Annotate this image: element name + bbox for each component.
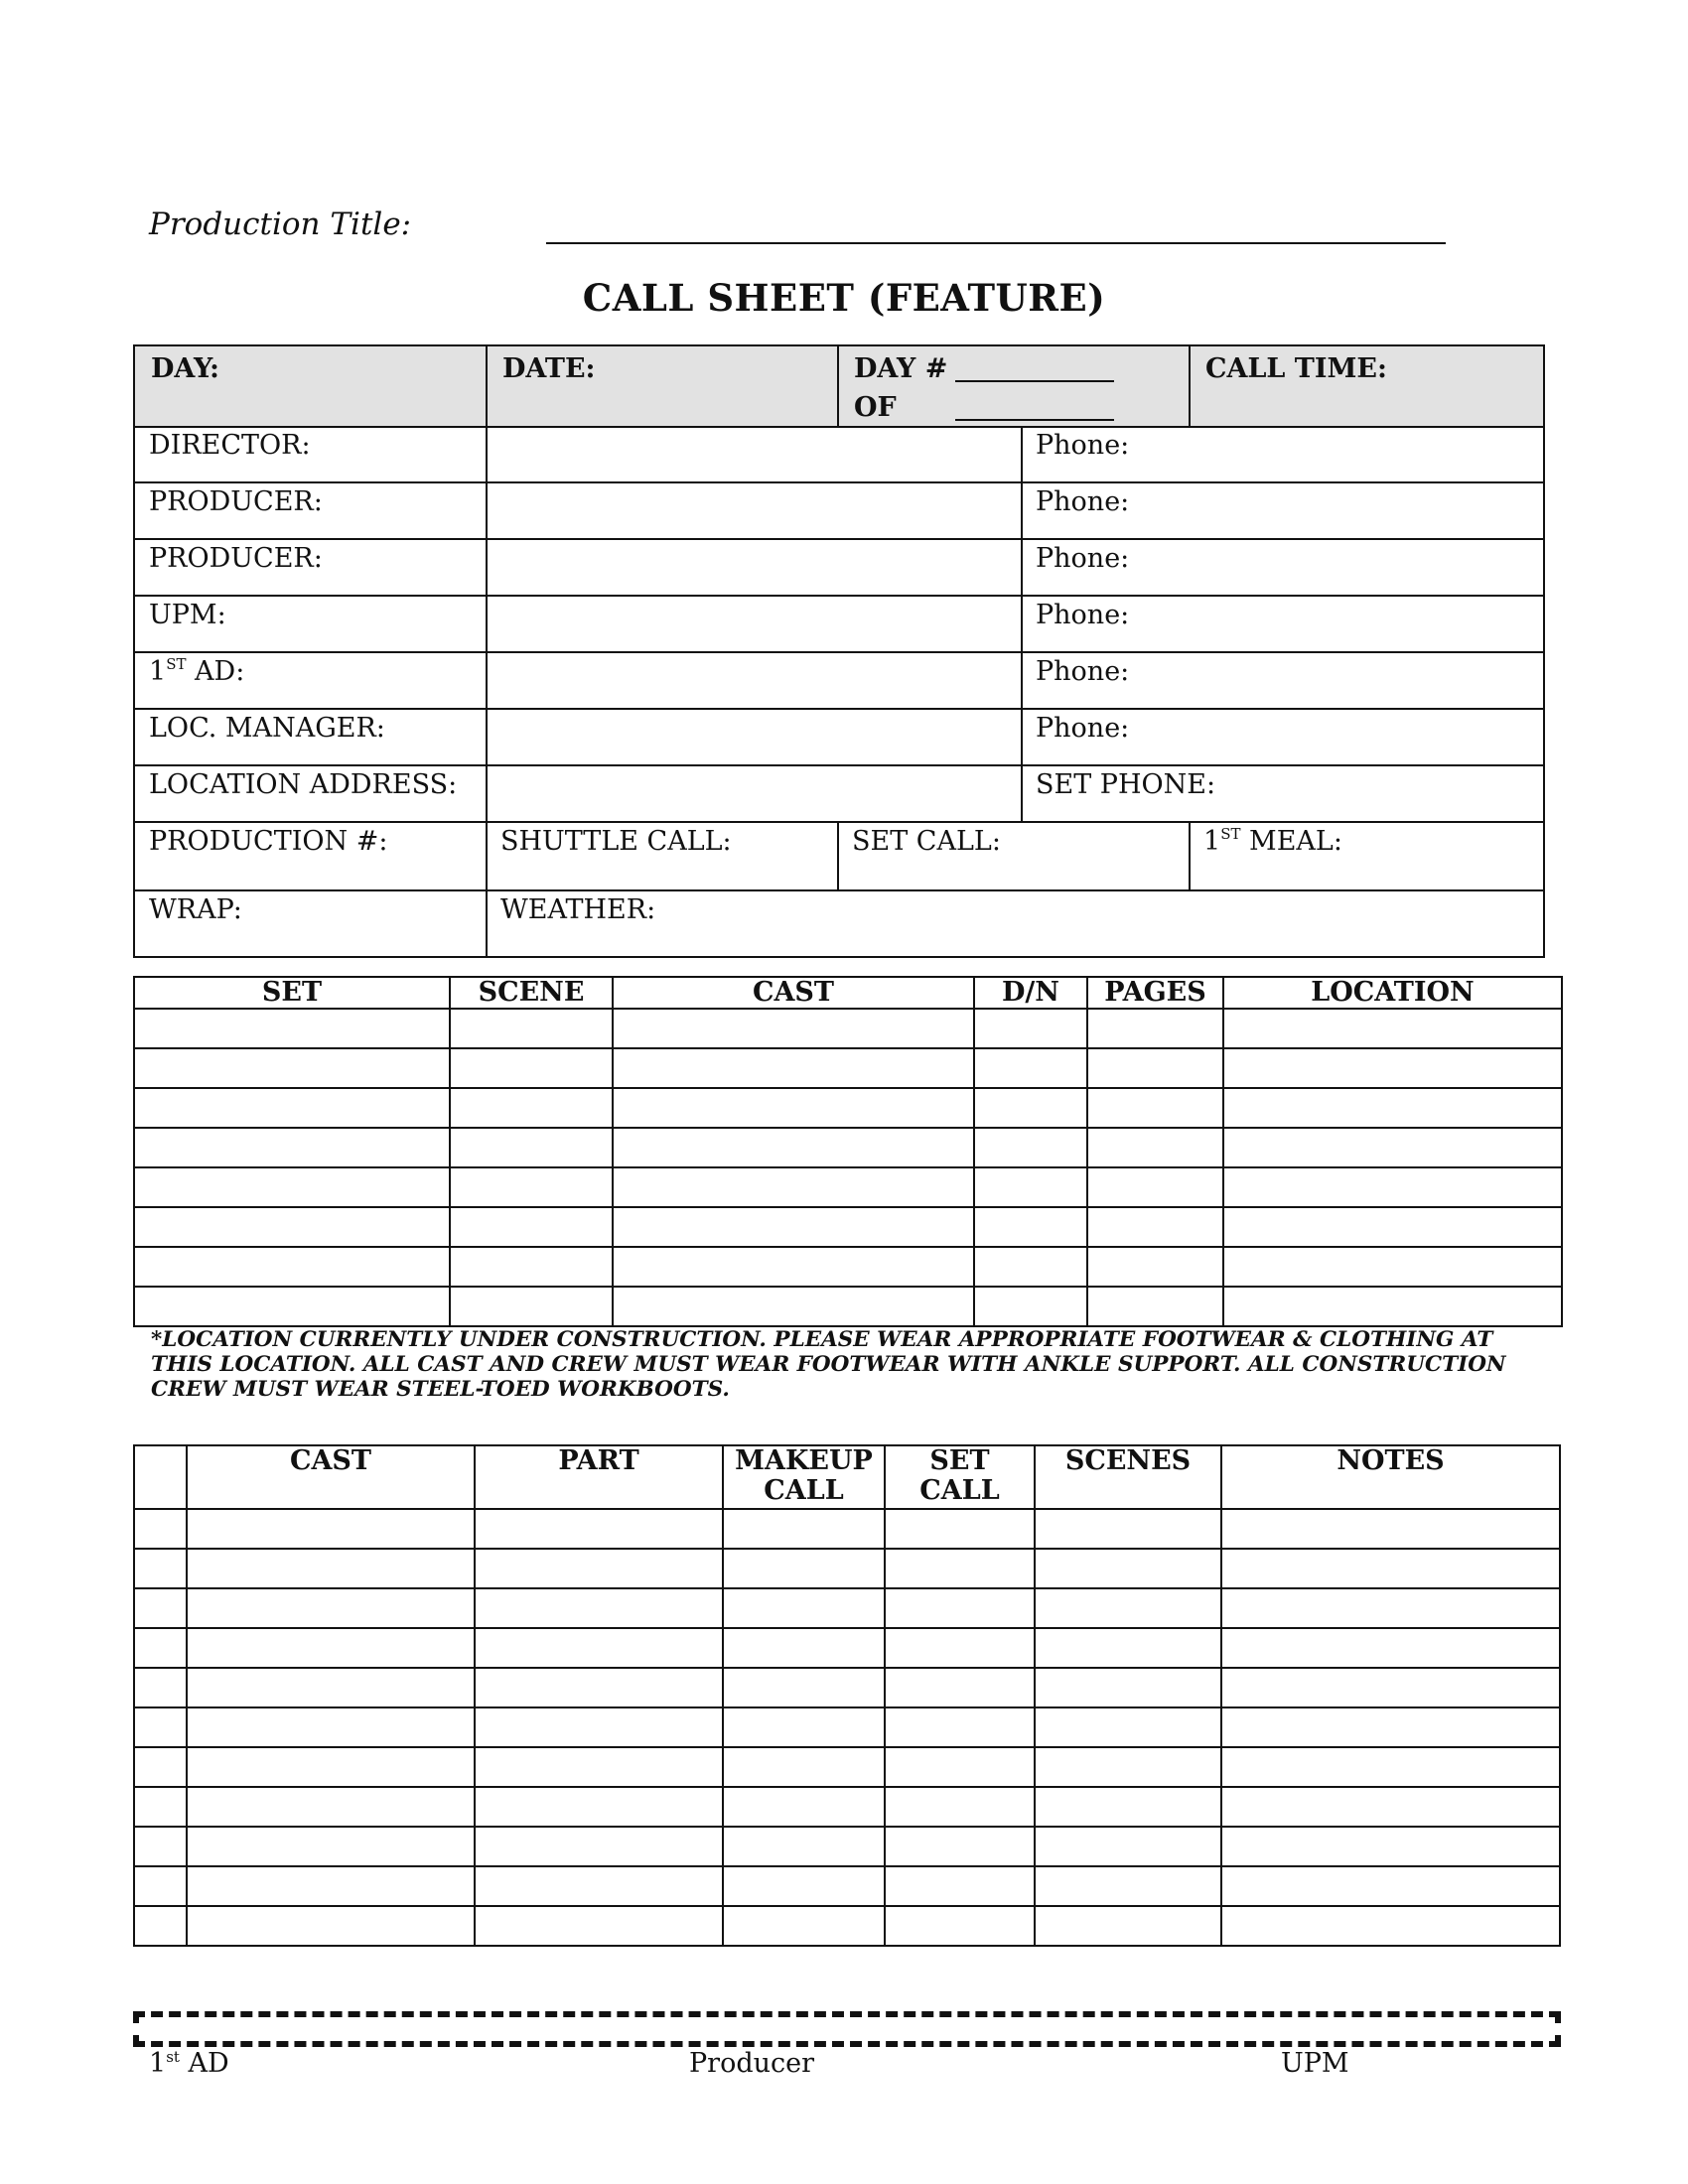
table-cell[interactable] xyxy=(187,1707,475,1747)
table-cell[interactable] xyxy=(1035,1747,1221,1787)
table-cell[interactable] xyxy=(723,1707,885,1747)
table-cell[interactable] xyxy=(450,1128,613,1167)
table-cell[interactable] xyxy=(974,1167,1087,1207)
director-label: DIRECTOR: xyxy=(149,430,311,461)
table-cell[interactable] xyxy=(187,1628,475,1668)
first-ad-label: 1ST AD: xyxy=(149,655,245,687)
cast-row xyxy=(134,1628,1560,1668)
table-cell[interactable] xyxy=(885,1628,1035,1668)
table-cell[interactable] xyxy=(187,1866,475,1906)
table-cell[interactable] xyxy=(134,1668,187,1707)
table-cell[interactable] xyxy=(134,1128,450,1167)
col-set: SET xyxy=(134,977,450,1009)
table-cell[interactable] xyxy=(974,1009,1087,1048)
table-cell[interactable] xyxy=(1087,1128,1223,1167)
table-cell[interactable] xyxy=(450,1048,613,1088)
table-cell[interactable] xyxy=(723,1827,885,1866)
first-ad-signature-label: 1st AD xyxy=(149,2048,229,2079)
cast-row xyxy=(134,1707,1560,1747)
table-cell[interactable] xyxy=(723,1509,885,1549)
table-cell[interactable] xyxy=(1087,1048,1223,1088)
table-cell[interactable] xyxy=(1035,1668,1221,1707)
table-cell[interactable] xyxy=(723,1866,885,1906)
table-cell[interactable] xyxy=(134,1247,450,1287)
table-cell[interactable] xyxy=(1035,1906,1221,1946)
table-cell[interactable] xyxy=(1221,1787,1560,1827)
table-cell[interactable] xyxy=(134,1048,450,1088)
table-cell[interactable] xyxy=(723,1747,885,1787)
page-title: CALL SHEET (FEATURE) xyxy=(582,276,1106,320)
table-cell[interactable] xyxy=(134,1167,450,1207)
table-cell[interactable] xyxy=(1221,1628,1560,1668)
table-cell[interactable] xyxy=(974,1207,1087,1247)
table-cell[interactable] xyxy=(187,1747,475,1787)
loc-manager-phone-label: Phone: xyxy=(1036,713,1130,744)
table-cell[interactable] xyxy=(723,1906,885,1946)
col-cast: CAST xyxy=(613,977,974,1009)
table-cell[interactable] xyxy=(134,1707,187,1747)
production-title-label: Production Title: xyxy=(149,206,412,242)
cast-row xyxy=(134,1509,1560,1549)
table-cell[interactable] xyxy=(1223,1247,1562,1287)
table-cell[interactable] xyxy=(1223,1048,1562,1088)
table-cell[interactable] xyxy=(885,1707,1035,1747)
table-cell[interactable] xyxy=(1223,1088,1562,1128)
director-phone-label: Phone: xyxy=(1036,430,1130,461)
table-cell[interactable] xyxy=(475,1549,723,1588)
table-cell[interactable] xyxy=(1221,1509,1560,1549)
table-cell[interactable] xyxy=(723,1787,885,1827)
upm-phone-label: Phone: xyxy=(1036,600,1130,630)
table-cell[interactable] xyxy=(1035,1827,1221,1866)
col-day-night: D/N xyxy=(974,977,1087,1009)
table-cell[interactable] xyxy=(613,1167,974,1207)
table-cell[interactable] xyxy=(885,1747,1035,1787)
table-cell[interactable] xyxy=(475,1668,723,1707)
table-cell[interactable] xyxy=(475,1628,723,1668)
table-cell[interactable] xyxy=(134,1509,187,1549)
table-cell[interactable] xyxy=(613,1128,974,1167)
table-cell[interactable] xyxy=(1087,1247,1223,1287)
table-cell[interactable] xyxy=(450,1287,613,1326)
table-cell[interactable] xyxy=(885,1588,1035,1628)
table-cell[interactable] xyxy=(475,1707,723,1747)
construction-notice: *LOCATION CURRENTLY UNDER CONSTRUCTION. PLEASE WEAR APPROPRIATE FOOTWEAR & CLOTHING AT THIS LOCATION. ALL CAST AND CREW MUST WEAR FOOTWEAR WITH ANKLE SUPPORT. ALL CONSTRUCTION CREW MUST WEAR STEEL-TOED WORKBOOTS. xyxy=(151,1327,1506,1402)
table-cell[interactable] xyxy=(134,1588,187,1628)
table-cell[interactable] xyxy=(134,1088,450,1128)
table-cell[interactable] xyxy=(475,1787,723,1827)
production-number-label: PRODUCTION #: xyxy=(149,826,388,857)
call-sheet-header-form xyxy=(133,344,1545,958)
table-cell[interactable] xyxy=(613,1009,974,1048)
cast-row xyxy=(134,1906,1560,1946)
signature-box[interactable] xyxy=(133,2011,1561,2047)
scene-row xyxy=(134,1009,1562,1048)
weather-label: WEATHER: xyxy=(500,894,656,925)
table-cell[interactable] xyxy=(1221,1588,1560,1628)
table-cell[interactable] xyxy=(187,1549,475,1588)
first-ad-phone-label: Phone: xyxy=(1036,656,1130,687)
table-cell[interactable] xyxy=(974,1048,1087,1088)
table-cell[interactable] xyxy=(885,1509,1035,1549)
scene-row xyxy=(134,1167,1562,1207)
first-meal-label: 1ST MEAL: xyxy=(1203,825,1342,857)
table-cell[interactable] xyxy=(475,1588,723,1628)
table-cell[interactable] xyxy=(134,1866,187,1906)
upm-label: UPM: xyxy=(149,600,226,630)
scene-row xyxy=(134,1207,1562,1247)
table-cell[interactable] xyxy=(1035,1787,1221,1827)
col-part: PART xyxy=(475,1445,723,1509)
scene-row xyxy=(134,1088,1562,1128)
table-cell[interactable] xyxy=(613,1207,974,1247)
table-cell[interactable] xyxy=(974,1128,1087,1167)
col-pages: PAGES xyxy=(1087,977,1223,1009)
call-time-label: CALL TIME: xyxy=(1205,353,1387,384)
table-cell[interactable] xyxy=(187,1668,475,1707)
table-cell[interactable] xyxy=(475,1747,723,1787)
table-cell[interactable] xyxy=(134,1549,187,1588)
table-cell[interactable] xyxy=(134,1787,187,1827)
table-cell[interactable] xyxy=(450,1088,613,1128)
producer-2-label: PRODUCER: xyxy=(149,543,323,574)
table-cell[interactable] xyxy=(1035,1509,1221,1549)
col-set-call: SET CALL xyxy=(885,1445,1035,1509)
table-cell[interactable] xyxy=(134,1287,450,1326)
table-cell[interactable] xyxy=(450,1167,613,1207)
table-cell[interactable] xyxy=(1035,1628,1221,1668)
table-cell[interactable] xyxy=(475,1509,723,1549)
table-cell[interactable] xyxy=(1221,1668,1560,1707)
table-cell[interactable] xyxy=(1221,1827,1560,1866)
table-cell[interactable] xyxy=(1221,1707,1560,1747)
table-cell[interactable] xyxy=(134,1207,450,1247)
table-cell[interactable] xyxy=(1035,1866,1221,1906)
day-label: DAY: xyxy=(151,353,219,384)
cast-row xyxy=(134,1787,1560,1827)
table-cell[interactable] xyxy=(1223,1009,1562,1048)
table-cell[interactable] xyxy=(134,1747,187,1787)
set-phone-label: SET PHONE: xyxy=(1036,769,1216,800)
table-cell[interactable] xyxy=(1087,1287,1223,1326)
table-cell[interactable] xyxy=(134,1906,187,1946)
scene-row xyxy=(134,1247,1562,1287)
scene-row xyxy=(134,1048,1562,1088)
table-cell[interactable] xyxy=(450,1247,613,1287)
producer-label: PRODUCER: xyxy=(149,486,323,517)
table-cell[interactable] xyxy=(187,1509,475,1549)
wrap-label: WRAP: xyxy=(149,894,242,925)
scene-row xyxy=(134,1287,1562,1326)
table-cell[interactable] xyxy=(475,1906,723,1946)
of-days-field[interactable] xyxy=(955,419,1114,421)
table-cell[interactable] xyxy=(885,1827,1035,1866)
location-address-label: LOCATION ADDRESS: xyxy=(149,769,458,800)
date-label: DATE: xyxy=(502,353,596,384)
table-cell[interactable] xyxy=(885,1906,1035,1946)
table-cell[interactable] xyxy=(1035,1588,1221,1628)
table-cell[interactable] xyxy=(475,1827,723,1866)
of-label: OF xyxy=(854,392,897,423)
table-cell[interactable] xyxy=(974,1088,1087,1128)
producer-phone-label: Phone: xyxy=(1036,486,1130,517)
table-cell[interactable] xyxy=(723,1588,885,1628)
table-cell[interactable] xyxy=(1087,1009,1223,1048)
table-cell[interactable] xyxy=(723,1628,885,1668)
col-cast: CAST xyxy=(187,1445,475,1509)
cast-row xyxy=(134,1747,1560,1787)
table-cell[interactable] xyxy=(885,1668,1035,1707)
col-scenes: SCENES xyxy=(1035,1445,1221,1509)
loc-manager-label: LOC. MANAGER: xyxy=(149,713,385,744)
table-cell[interactable] xyxy=(613,1287,974,1326)
production-title-field[interactable] xyxy=(546,242,1446,244)
cast-row xyxy=(134,1549,1560,1588)
cast-row xyxy=(134,1668,1560,1707)
table-cell[interactable] xyxy=(187,1588,475,1628)
table-cell[interactable] xyxy=(1035,1549,1221,1588)
table-cell[interactable] xyxy=(187,1906,475,1946)
table-cell[interactable] xyxy=(1221,1549,1560,1588)
cast-row xyxy=(134,1866,1560,1906)
producer-2-phone-label: Phone: xyxy=(1036,543,1130,574)
table-cell[interactable] xyxy=(450,1009,613,1048)
table-cell[interactable] xyxy=(723,1549,885,1588)
scene-row xyxy=(134,1128,1562,1167)
table-cell[interactable] xyxy=(134,1009,450,1048)
cast-row xyxy=(134,1588,1560,1628)
col-notes: NOTES xyxy=(1221,1445,1560,1509)
table-cell[interactable] xyxy=(613,1088,974,1128)
table-cell[interactable] xyxy=(974,1247,1087,1287)
table-cell[interactable] xyxy=(885,1866,1035,1906)
table-cell[interactable] xyxy=(450,1207,613,1247)
table-cell[interactable] xyxy=(1223,1167,1562,1207)
col-scene: SCENE xyxy=(450,977,613,1009)
producer-signature-label: Producer xyxy=(689,2048,815,2079)
col-makeup-call: MAKEUP CALL xyxy=(723,1445,885,1509)
table-cell[interactable] xyxy=(1221,1747,1560,1787)
table-cell[interactable] xyxy=(1035,1707,1221,1747)
table-cell[interactable] xyxy=(1221,1866,1560,1906)
table-cell[interactable] xyxy=(1087,1167,1223,1207)
table-cell[interactable] xyxy=(723,1668,885,1707)
table-cell[interactable] xyxy=(974,1287,1087,1326)
cast-call-table xyxy=(133,1444,1561,1947)
table-cell[interactable] xyxy=(885,1787,1035,1827)
set-call-label: SET CALL: xyxy=(852,826,1001,857)
table-cell[interactable] xyxy=(187,1787,475,1827)
table-cell[interactable] xyxy=(1087,1207,1223,1247)
table-cell[interactable] xyxy=(1223,1207,1562,1247)
table-cell[interactable] xyxy=(1221,1906,1560,1946)
table-cell[interactable] xyxy=(1087,1088,1223,1128)
col-location: LOCATION xyxy=(1223,977,1562,1009)
table-cell[interactable] xyxy=(187,1827,475,1866)
table-cell[interactable] xyxy=(134,1827,187,1866)
table-cell[interactable] xyxy=(613,1247,974,1287)
table-cell[interactable] xyxy=(1223,1128,1562,1167)
table-cell[interactable] xyxy=(475,1866,723,1906)
table-cell[interactable] xyxy=(613,1048,974,1088)
col-number xyxy=(134,1445,187,1509)
day-number-label: DAY # xyxy=(854,353,948,384)
upm-signature-label: UPM xyxy=(1281,2048,1349,2079)
scene-schedule-table xyxy=(133,976,1563,1327)
day-number-field[interactable] xyxy=(955,380,1114,382)
shuttle-call-label: SHUTTLE CALL: xyxy=(500,826,732,857)
table-cell[interactable] xyxy=(1223,1287,1562,1326)
table-cell[interactable] xyxy=(134,1628,187,1668)
cast-row xyxy=(134,1827,1560,1866)
table-cell[interactable] xyxy=(885,1549,1035,1588)
